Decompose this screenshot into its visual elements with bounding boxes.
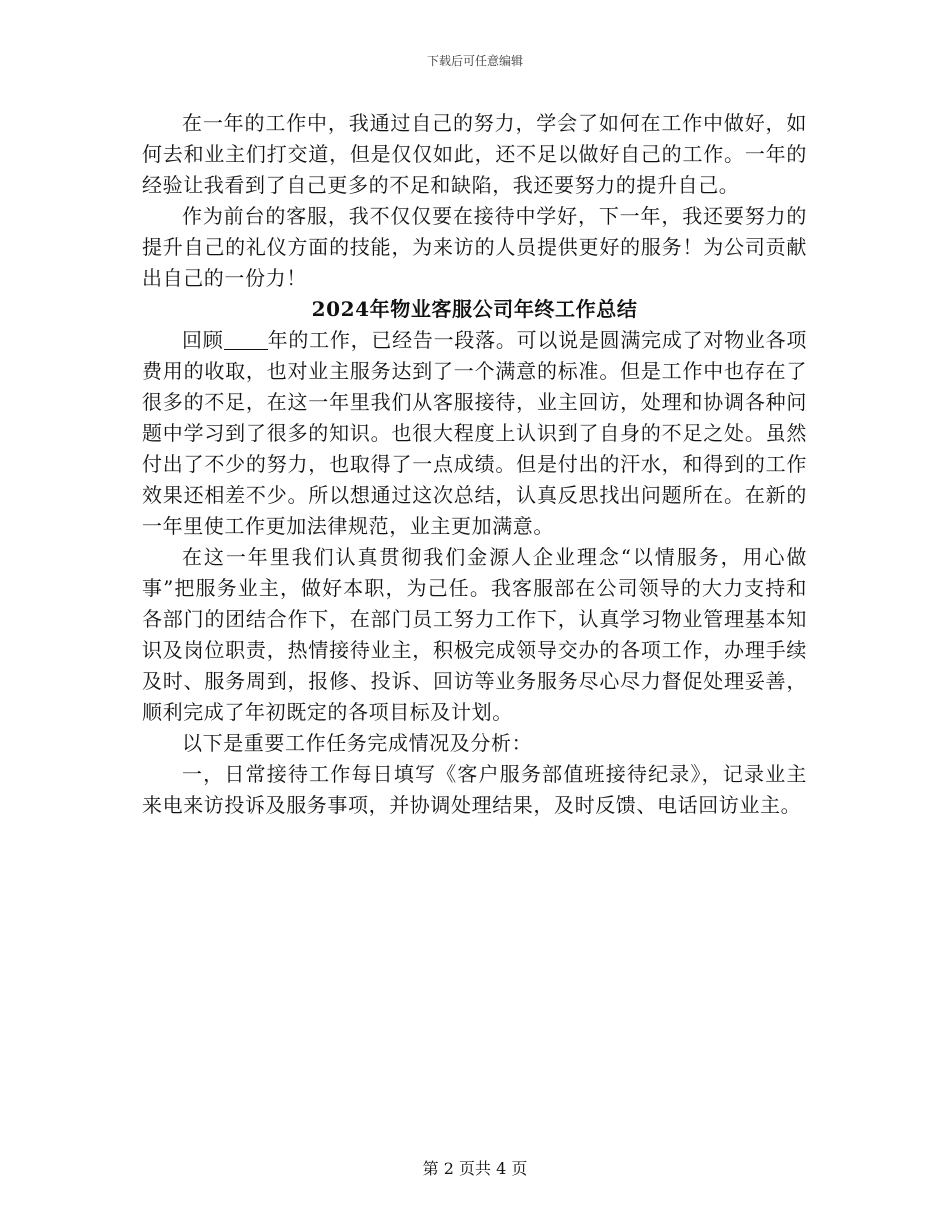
page-number-footer: 第 2 页共 4 页 [422,1159,528,1178]
paragraph-3 [142,325,807,542]
paragraph-5: 以下是重要工作任务完成情况及分析： [182,731,533,755]
paragraph-6: 一，日常接待工作每日填写《客户服务部值班接待纪录》，记录业主来电来访投诉及服务事项，并协调处理结果，及时反馈、电话回访业主。 [142,762,807,817]
section-title: 2024年物业客服公司年终工作总结 [311,297,638,321]
document-body [142,108,807,821]
paragraph-3-rest: 年的工作，已经告一段落。可以说是圆满完成了对物业各项费用的收取，也对业主服务达到了一个满意的标准。但是工作中也存在了很多的不足，在这一年里我们从客服接待，业主回访，处理和协调各种问题中学习到了很多的知识。也很大程度上认识到了自身的不足之处。虽然付出了不少的努力，也取得了一点成绩。但是付出的汗水，和得到的工作效果还相差不少。所以想通过这次总结，认真反思找出问题所在。在新的一年里使工作更加法律规范，业主更加满意。 [142,328,807,538]
paragraph-3-lead: 回顾 [182,328,224,352]
fill-in-blank [224,329,268,350]
page-header-note: 下载后可任意编辑 [426,54,523,68]
paragraph-4: 在这一年里我们认真贯彻我们金源人企业理念“以情服务，用心做事”把服务业主，做好本职，为己任。我客服部在公司领导的大力支持和各部门的团结合作下，在部门员工努力工作下，认真学习物业管理基本知识及岗位职责，热情接待业主，积极完成领导交办的各项工作，办理手续及时、服务周到，报修、投诉、回访等业务服务尽心尽力督促处理妥善，顺利完成了年初既定的各项目标及计划。 [142,545,807,724]
paragraph-1: 在一年的工作中，我通过自己的努力，学会了如何在工作中做好，如何去和业主们打交道，但是仅仅如此，还不足以做好自己的工作。一年的经验让我看到了自己更多的不足和缺陷，我还要努力的提升自己。 [142,111,807,197]
paragraph-2: 作为前台的客服，我不仅仅要在接待中学好，下一年，我还要努力的提升自己的礼仪方面的技能，为来访的人员提供更好的服务！为公司贡献出自己的一份力！ [142,204,807,290]
